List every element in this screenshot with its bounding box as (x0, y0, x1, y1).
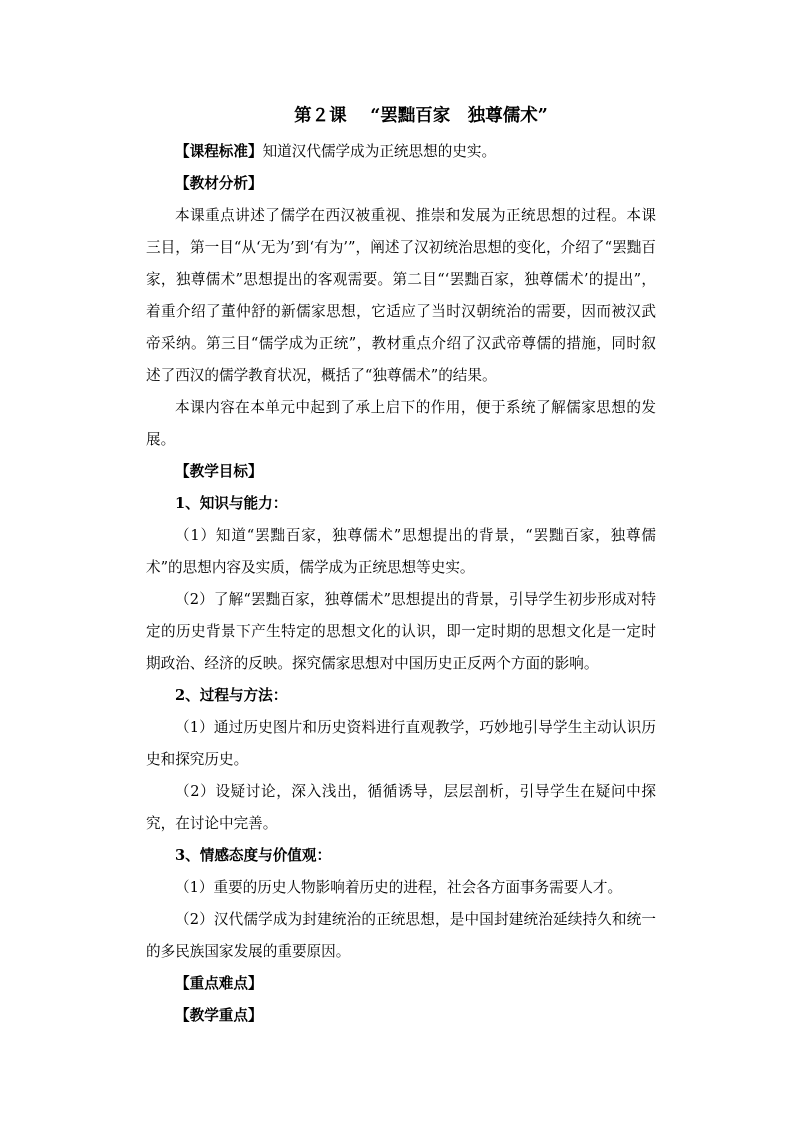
objective-knowledge-item-2: （2）了解“罢黜百家，独尊儒术”思想提出的背景，引导学生初步形成对特定的历史背景下产生特定的思想文化的认识，即一定时期的思想文化是一定时期政治、经济的反映。探究儒家思想对中国历史正反两个方面的影响。 (146, 591, 656, 672)
objective-emotion-item-2: （2）汉代儒学成为封建统治的正统思想，是中国封建统治延续持久和统一的多民族国家发展的重要原因。 (146, 911, 656, 960)
objective-process-item-2: （2）设疑讨论，深入浅出，循循诱导，层层剖析，引导学生在疑问中探究，在讨论中完善。 (146, 783, 656, 832)
course-standard-text: 知道汉代儒学成为正统思想的史实。 (262, 143, 497, 160)
objective-emotion-item-1: （1）重要的历史人物影响着历史的进程，社会各方面事务需要人才。 (175, 879, 623, 896)
objective-process-item-1: （1）通过历史图片和历史资料进行直观教学，巧妙地引导学生主动认识历史和探究历史。 (146, 719, 656, 768)
key-difficult-points-heading: 【重点难点】 (175, 975, 263, 992)
textbook-analysis-heading: 【教材分析】 (175, 175, 263, 192)
objective-process-heading: 2、过程与方法： (175, 687, 288, 704)
teaching-key-points-heading: 【教学重点】 (175, 1007, 263, 1024)
document-body (146, 104, 656, 1032)
page-title: 第２课 “罢黜百家 独尊儒术” (294, 106, 548, 126)
objective-emotion-heading: 3、情感态度与价值观： (175, 847, 332, 864)
textbook-analysis-paragraph-2: 本课内容在本单元中起到了承上启下的作用，便于系统了解儒家思想的发展。 (146, 399, 656, 448)
teaching-objectives-heading: 【教学目标】 (175, 463, 263, 480)
course-standard (146, 136, 656, 168)
textbook-analysis-paragraph-1: 本课重点讲述了儒学在西汉被重视、推崇和发展为正统思想的过程。本课三目，第一目“从‘无为’到‘有为’”，阐述了汉初统治思想的变化，介绍了“罢黜百家，独尊儒术”思想提出的客观需要。第二目“‘罢黜百家，独尊儒术’的提出”，着重介绍了董仲舒的新儒家思想，它适应了当时汉朝统治的需要，因而被汉武帝采纳。第三目“儒学成为正统”，教材重点介绍了汉武帝尊儒的措施，同时叙述了西汉的儒学教育状况，概括了“独尊儒术”的结果。 (146, 207, 656, 384)
objective-knowledge-item-1: （1）知道“罢黜百家，独尊儒术”思想提出的背景，“罢黜百家，独尊儒术”的思想内容及实质，儒学成为正统思想等史实。 (146, 527, 656, 576)
course-standard-label: 【课程标准】 (175, 143, 263, 160)
objective-knowledge-heading: 1、知识与能力： (175, 495, 288, 512)
